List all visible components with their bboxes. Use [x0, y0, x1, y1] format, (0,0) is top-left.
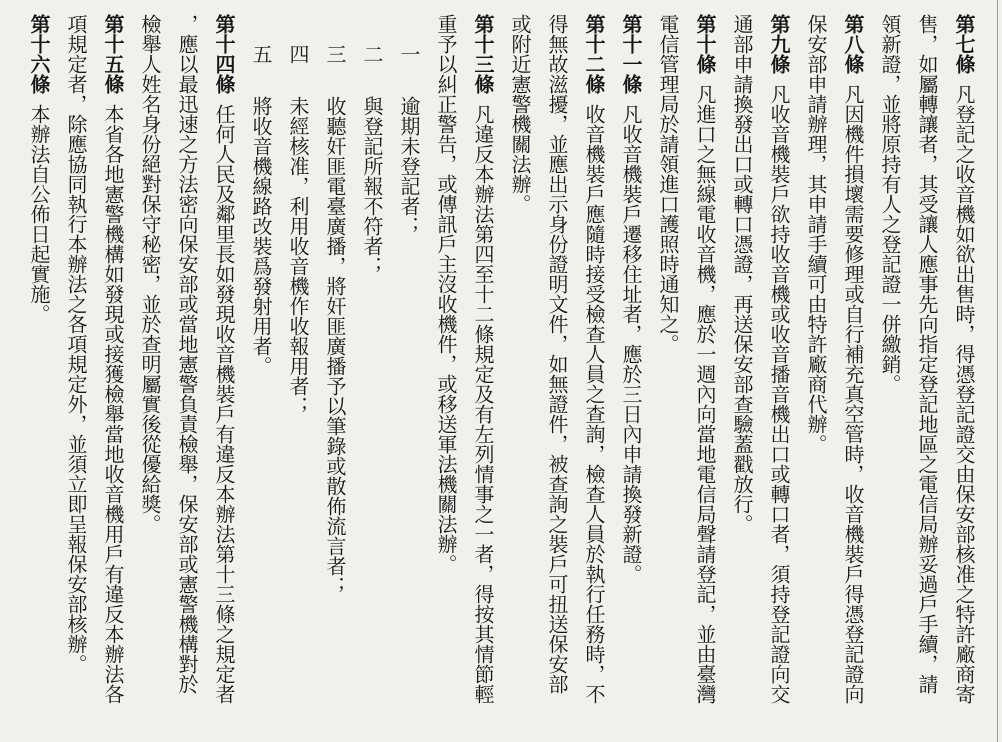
article-7-line-3: [871, 14, 908, 734]
article-13-item-1: [390, 14, 427, 734]
article-8: [797, 14, 871, 734]
item-text: 逾期未登記者；: [397, 96, 421, 236]
article-13-item-2: [353, 14, 390, 734]
article-12-line-2: [538, 14, 575, 734]
article-14-line-2: [168, 14, 205, 734]
article-13-text-2: 重予以糾正警告，或傳訊戶主沒收機件，或移送軍法機關法辦。: [434, 14, 458, 574]
article-13-line-2: [427, 14, 464, 734]
item-number: 五: [249, 44, 273, 64]
article-9-text-1: 凡收音機裝戶欲持收音機或收音播音機出口或轉口者，須持登記證向交: [767, 84, 791, 704]
article-10-text-2: 電信管理局於請領進口護照時通知之。: [656, 14, 680, 354]
article-7-label: 第七條: [952, 14, 976, 74]
article-9-line-1: [760, 14, 797, 734]
item-number: 四: [286, 44, 310, 64]
article-8-text-2: 保安部申請辦理，其申請手續可由特許廠商代辦。: [804, 14, 828, 454]
article-14-text-3: 檢舉人姓名身份絕對保守秘密，並於查明屬實後從優給獎。: [138, 14, 162, 534]
item-text: 與登記所報不符者；: [360, 96, 384, 276]
article-14: [131, 14, 242, 734]
article-12-line-3: [501, 14, 538, 734]
article-12-text-1: 收音機裝戶應隨時接受檢查人員之查詢，檢查人員於執行任務時，不: [582, 104, 606, 704]
article-12-label: 第十二條: [582, 14, 606, 94]
article-12: [501, 14, 612, 734]
article-8-label: 第八條: [841, 14, 865, 74]
article-12-line-1: [575, 14, 612, 734]
article-10-line-1: [686, 14, 723, 734]
article-16-text-1: 本辦法自公佈日起實施。: [27, 104, 51, 324]
document-page: [20, 14, 982, 734]
article-15-text-2: 項規定者，除應協同執行本辦法之各項規定外，並須立即呈報保安部核辦。: [64, 14, 88, 674]
article-13-line-1: [464, 14, 501, 734]
article-12-text-2: 得無故滋擾，並應出示身份證明文件，如無證件，被查詢之裝戶可扭送保安部: [545, 14, 569, 694]
article-11-text-1: 凡收音機裝戶遷移住址者，應於三日內申請換發新證。: [619, 104, 643, 584]
article-14-label: 第十四條: [212, 14, 236, 94]
article-12-text-3: 或附近憲警機關法辦。: [508, 14, 532, 214]
article-10-text-1: 凡進口之無線電收音機，應於一週內向當地電信局聲請登記，並由臺灣: [693, 84, 717, 704]
article-13-item-4: [279, 14, 316, 734]
article-11-label: 第十一條: [619, 14, 643, 94]
article-14-text-1: 任何人民及鄰里長如發現收音機裝戶有違反本辦法第十三條之規定者: [212, 104, 236, 704]
article-15-text-1: 本省各地憲警機構如發現或接獲檢舉當地收音機用戶有違反本辦法各: [101, 104, 125, 704]
article-7-text-2: 售，如屬轉讓者，其受讓人應事先向指定登記地區之電信局辦妥過戶手續，請: [915, 14, 939, 694]
item-number: 一: [397, 44, 421, 64]
article-15-line-2: [57, 14, 94, 734]
article-8-text-1: 凡因機件損壞需要修理或自行補充真空管時，收音機裝戶得憑登記證向: [841, 84, 865, 704]
article-10-label: 第十條: [693, 14, 717, 74]
article-7-text-3: 領新證，並將原持有人之登記證一併繳銷。: [878, 14, 902, 394]
article-11: [612, 14, 649, 734]
article-15-label: 第十五條: [101, 14, 125, 94]
article-9-label: 第九條: [767, 14, 791, 74]
article-8-line-2: [797, 14, 834, 734]
item-text: 未經核准，利用收音機作收報用者；: [286, 96, 310, 416]
article-13-label: 第十三條: [471, 14, 495, 94]
article-13-item-5: [242, 14, 279, 734]
article-7-line-2: [908, 14, 945, 734]
article-10: [649, 14, 723, 734]
article-15: [57, 14, 131, 734]
article-14-text-2: ，應以最迅速之方法密向保安部或當地憲警負責檢舉，保安部或憲警機構對於: [175, 14, 199, 694]
article-8-line-1: [834, 14, 871, 734]
article-9: [723, 14, 797, 734]
article-7-text-1: 凡登記之收音機如欲出售時，得憑登記證交由保安部核准之特許廠商寄: [952, 84, 976, 704]
item-number: 三: [323, 44, 347, 64]
item-text: 將收音機線路改裝爲發射用者。: [249, 96, 273, 376]
article-14-line-3: [131, 14, 168, 734]
article-9-text-2: 通部申請換發出口或轉口憑證，再送保安部查驗蓋戳放行。: [730, 14, 754, 534]
article-15-line-1: [94, 14, 131, 734]
article-11-line-1: [612, 14, 649, 734]
article-13-item-3: [316, 14, 353, 734]
item-number: 二: [360, 44, 384, 64]
article-10-line-2: [649, 14, 686, 734]
item-text: 收聽奸匪電臺廣播，將奸匪廣播予以筆錄或散佈流言者；: [323, 96, 347, 596]
article-7: [871, 14, 982, 734]
article-7-line-1: [945, 14, 982, 734]
article-16-line-1: [20, 14, 57, 734]
article-13: [242, 14, 501, 734]
article-13-text-1: 凡違反本辦法第四至十二條規定及有左列情事之一者，得按其情節輕: [471, 104, 495, 704]
article-9-line-2: [723, 14, 760, 734]
scan-edge-line: [997, 0, 998, 742]
article-14-line-1: [205, 14, 242, 734]
article-16-label: 第十六條: [27, 14, 51, 94]
article-16: [20, 14, 57, 734]
